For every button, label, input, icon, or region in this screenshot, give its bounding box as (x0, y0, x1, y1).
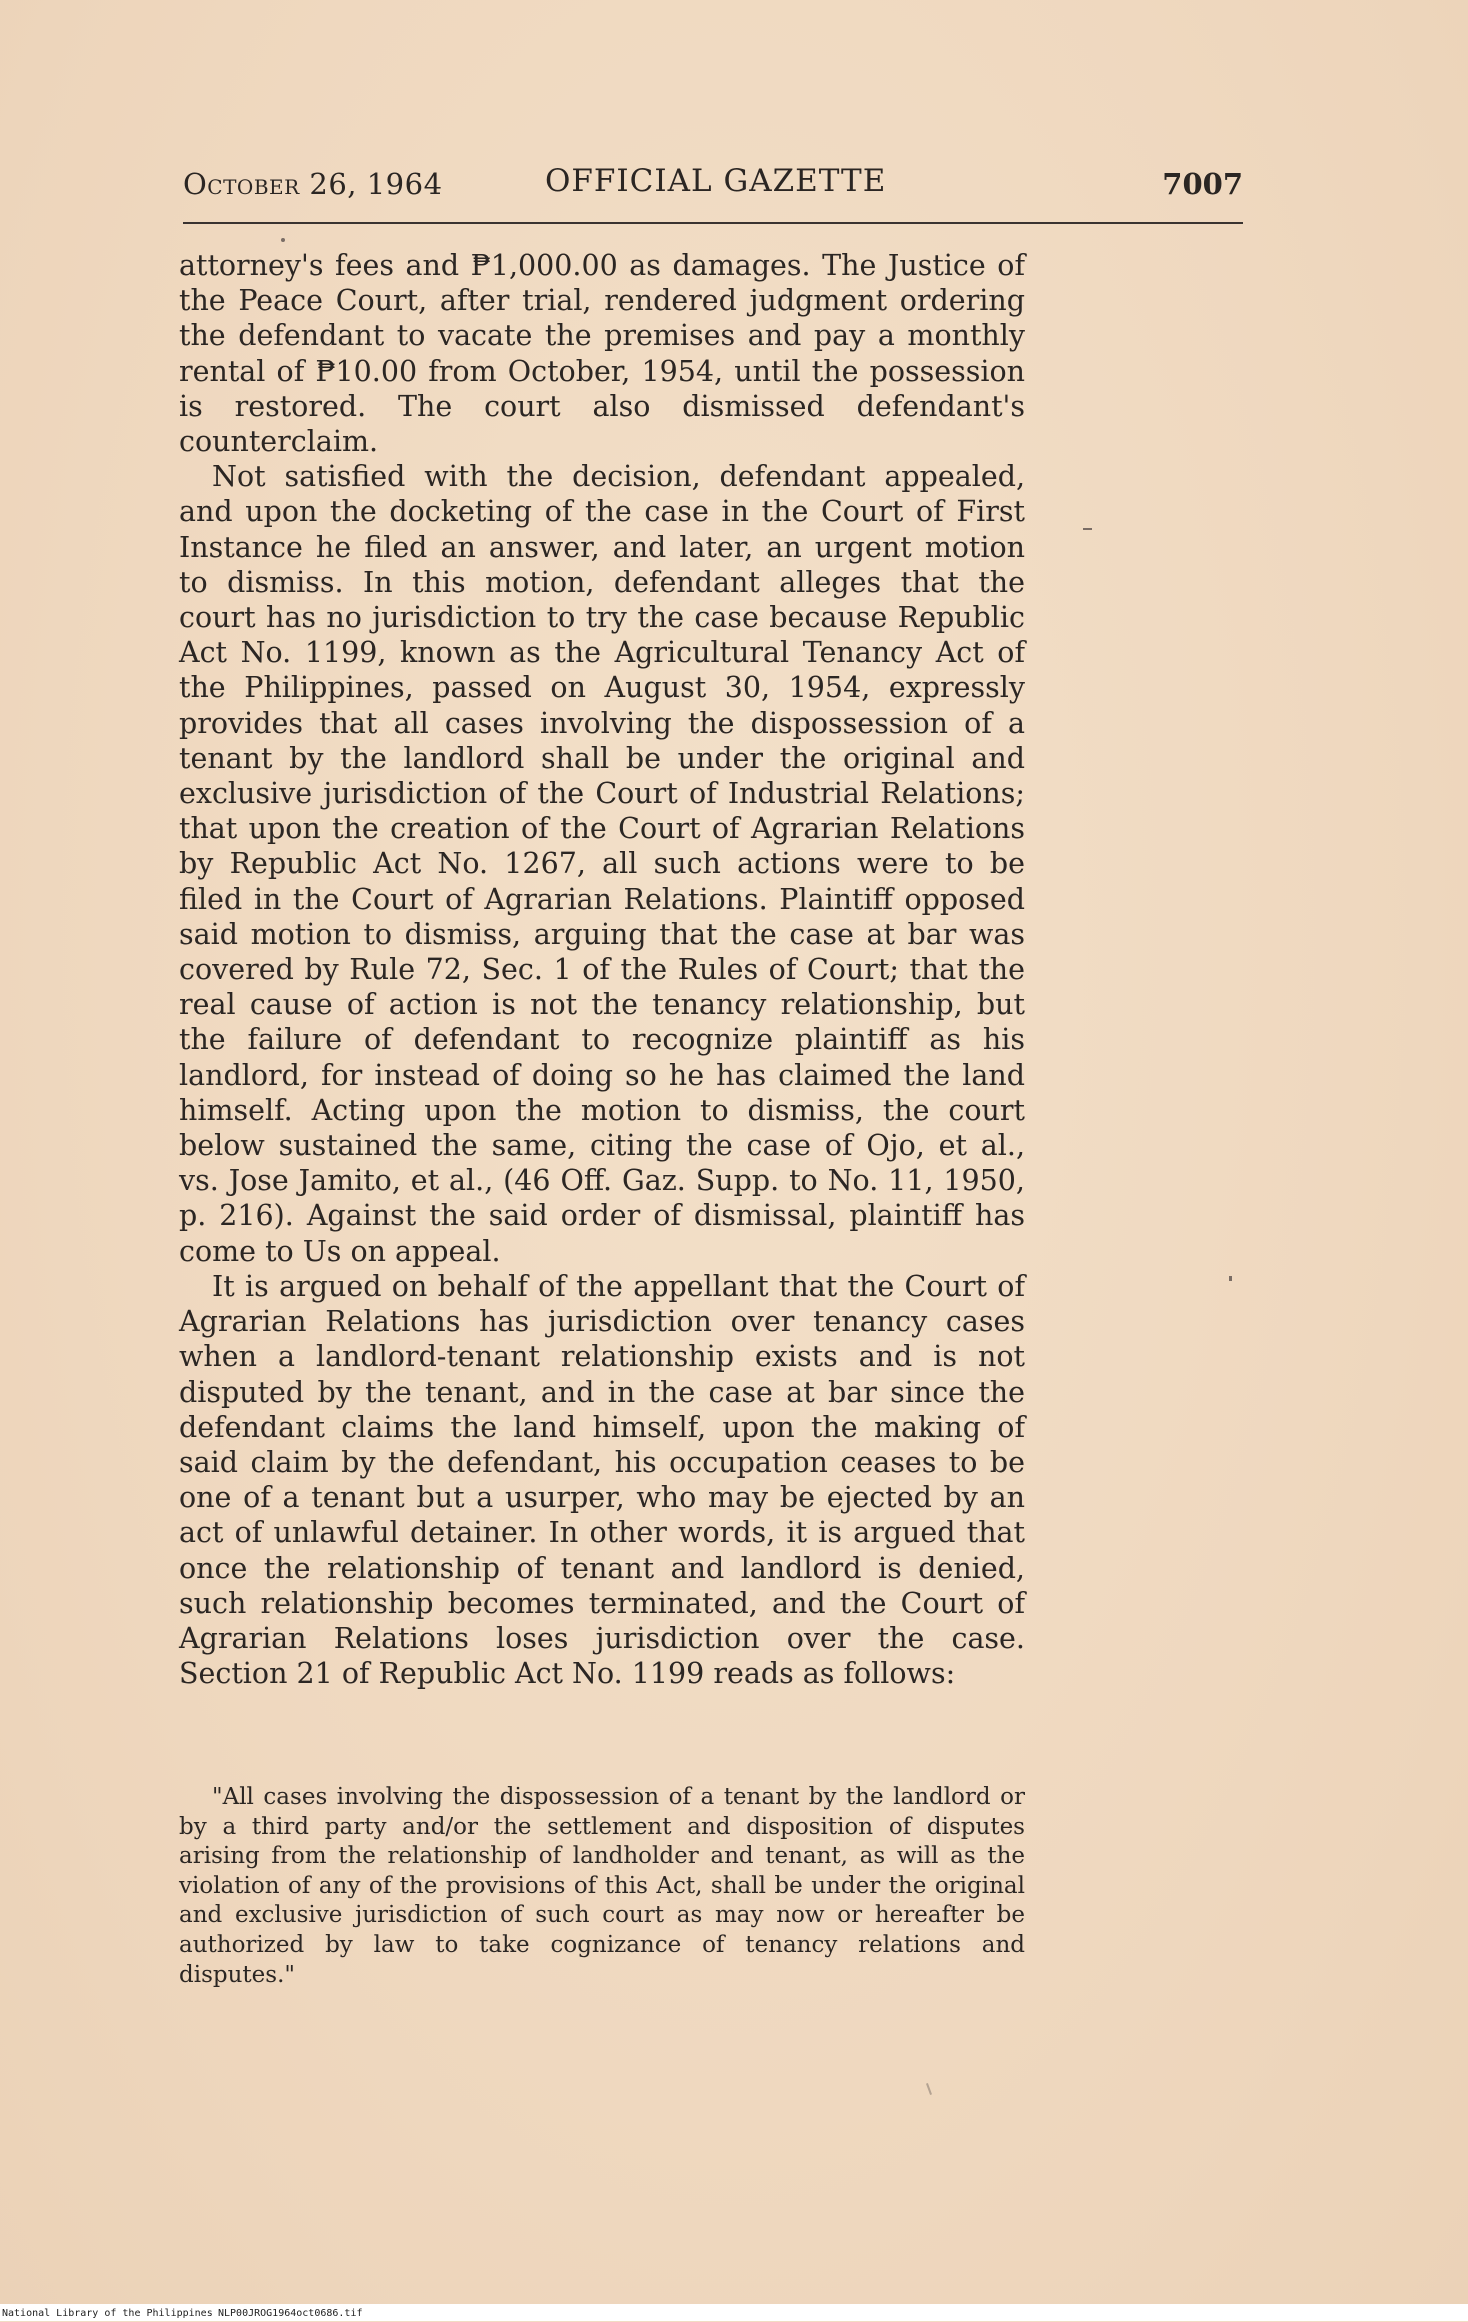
ink-speck (281, 238, 285, 242)
paragraph-2: Not satisfied with the decision, defendant appealed, and upon the docketing of the case in the Court of First Instance he filed an answer, and later, an urgent motion to dismiss. In this motion, defendant alleges that the court has no jurisdiction to try the case because Republic Act No. 1199, known as the Agricultural Tenancy Act of the Philippines, passed on August 30, 1954, expressly provides that all cases involving the dispossession of a tenant by the landlord shall be under the original and exclusive jurisdiction of the Court of Industrial Relations; that upon the creation of the Court of Agrarian Relations by Republic Act No. 1267, all such actions were to be filed in the Court of Agrarian Relations. Plaintiff opposed said motion to dismiss, arguing that the case at bar was covered by Rule 72, Sec. 1 of the Rules of Court; that the real cause of action is not the tenancy relationship, but the failure of defendant to recognize plaintiff as his landlord, for instead of doing so he has claimed the land himself. Acting upon the motion to dismiss, the court below sustained the same, citing the case of Ojo, et al., vs. Jose Jamito, et al., (46 Off. Gaz. Supp. to No. 11, 1950, p. 216). Against the said order of dismissal, plaintiff has come to Us on appeal. (179, 460, 1025, 1268)
footer-library: National Library of the Philippines (2, 2308, 213, 2319)
margin-tick-mark (1083, 528, 1092, 530)
header-title: OFFICIAL GAZETTE (545, 163, 887, 199)
statute-quote (179, 1783, 1025, 1990)
paper-scratch (926, 2083, 932, 2095)
header-rule (183, 222, 1243, 224)
paragraph-1: attorney's fees and ₱1,000.00 as damages. The Justice of the Peace Court, after trial, rendered judgment ordering the defendant to vacate the premises and pay a monthly rental of ₱10.00 from October, 1954, until the possession is restored. The court also dismissed defendant's counterclaim. (179, 249, 1025, 459)
header-date: October 26, 1964 (183, 167, 443, 201)
footer-filename: NLP00JROG1964oct0686.tif (218, 2308, 363, 2319)
margin-speck (1229, 1276, 1232, 1281)
page-header (183, 163, 1243, 207)
scan-footer (0, 2304, 1468, 2321)
body-text (179, 248, 1025, 1691)
header-page-number: 7007 (1162, 167, 1243, 201)
statute-quote-text: "All cases involving the dispossession of a tenant by the landlord or by a third party and/or the settlement and disposition of disputes arising from the relationship of landholder and tenant, as will as the violation of any of the provisions of this Act, shall be under the original and exclusive jurisdiction of such court as may now or hereafter be authorized by law to take cognizance of tenancy relations and disputes." (179, 1784, 1025, 1988)
paragraph-3: It is argued on behalf of the appellant that the Court of Agrarian Relations has jurisdiction over tenancy cases when a landlord-tenant relationship exists and is not disputed by the tenant, and in the case at bar since the defendant claims the land himself, upon the making of said claim by the defendant, his occupation ceases to be one of a tenant but a usurper, who may be ejected by an act of unlawful detainer. In other words, it is argued that once the relationship of tenant and landlord is denied, such relationship becomes terminated, and the Court of Agrarian Relations loses jurisdiction over the case. Section 21 of Republic Act No. 1199 reads as follows: (179, 1269, 1025, 1691)
